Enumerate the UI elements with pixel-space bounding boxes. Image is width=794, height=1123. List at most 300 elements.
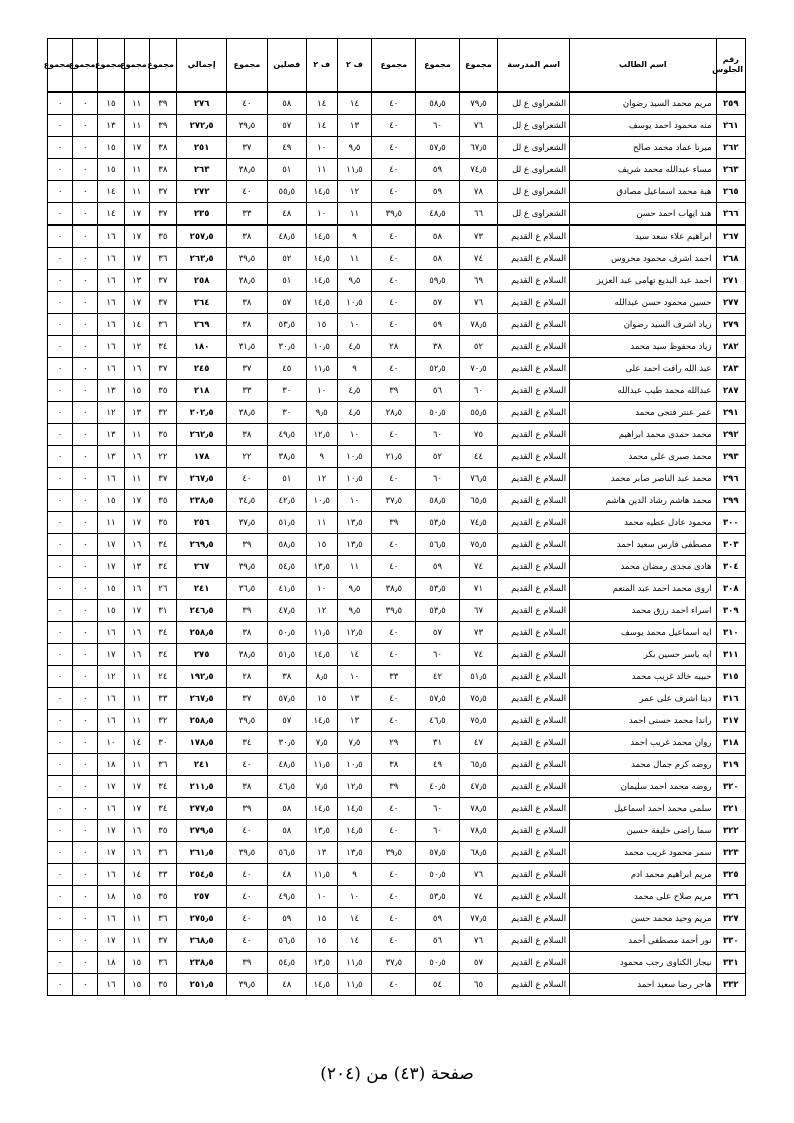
table-cell: ٥٣٫٥ [416,886,460,908]
table-cell: ٠ [48,270,73,292]
table-cell: ٣٨٫٥ [372,578,416,600]
table-cell: ١٤٫٥ [306,710,337,732]
table-cell: ٧٨٫٥ [459,798,497,820]
table-cell: السلام ع القديم [498,468,570,490]
table-cell: ٠ [48,534,73,556]
table-cell: ٢٢ [149,446,176,468]
table-cell: ١٤ [337,930,372,952]
table-cell: ٢٦١ [716,115,745,137]
table-cell: سما راضى خليفة حسين [570,820,716,842]
table-row [48,181,746,203]
table-cell: ١٣ [124,402,149,424]
table-cell: ٠ [48,446,73,468]
table-cell: ١٩٢٫٥ [176,666,226,688]
table-cell: ٤٫٥ [337,402,372,424]
table-cell: ١٠ [306,203,337,226]
table-cell: ١٤ [124,314,149,336]
table-cell: ٤٢٫٥ [267,490,306,512]
table-cell: ١٤٫٥ [306,181,337,203]
table-cell: ٦٠ [416,115,460,137]
table-cell: ٣٨ [267,666,306,688]
table-cell: ٥٦٫٥ [416,534,460,556]
table-cell: ١٠ [337,490,372,512]
table-cell: ٤٢ [416,666,460,688]
table-cell: ٤٠ [372,468,416,490]
table-cell: ٣٤ [227,732,267,754]
table-cell: ٢٤٦٫٥ [176,600,226,622]
table-cell: ٥٨ [267,92,306,115]
table-cell: ٠ [48,688,73,710]
table-cell: ٥٨ [416,248,460,270]
table-cell: السلام ع القديم [498,952,570,974]
table-cell: ٧٨ [459,181,497,203]
table-row [48,930,746,952]
table-cell: ٤٠ [372,820,416,842]
table-cell: ٣٩ [372,512,416,534]
table-cell: ١٥ [124,380,149,402]
table-cell: ٠ [48,225,73,248]
table-cell: ٣٦٫٥ [227,578,267,600]
table-cell: ٣١٩ [716,754,745,776]
table-cell: ٠ [73,380,98,402]
table-cell: ٥٨ [267,820,306,842]
table-cell: ٥١٫٥ [459,666,497,688]
table-cell: ١٠ [306,137,337,159]
column-header: فصلين [267,39,306,93]
table-cell: هند ايهاب احمد حسن [570,203,716,226]
table-cell: ٤٨ [267,974,306,996]
table-cell: ٣٢ [149,402,176,424]
table-cell: ٠ [48,336,73,358]
table-cell: ١٠٫٥ [306,490,337,512]
table-cell: ٠ [73,710,98,732]
table-cell: زياد محفوظ سيد محمد [570,336,716,358]
table-cell: ٢٦٥ [716,181,745,203]
table-cell: ١٢ [306,468,337,490]
table-cell: ٤٠ [372,248,416,270]
table-row [48,446,746,468]
table-cell: ١٤ [337,92,372,115]
table-cell: السلام ع القديم [498,776,570,798]
table-cell: ٥١ [267,468,306,490]
table-cell: ٣٠ [267,402,306,424]
table-cell: ٤٩٫٥ [267,424,306,446]
table-cell: ٣١٠ [716,622,745,644]
table-cell: ١٧ [124,203,149,226]
table-cell: السلام ع القديم [498,314,570,336]
table-cell: ٤٠ [372,974,416,996]
table-cell: ٤٠ [227,864,267,886]
table-cell: ٢٦٧٫٥ [176,688,226,710]
table-cell: ٥٧ [459,952,497,974]
table-cell: ٢٨ [372,336,416,358]
table-cell: ٥٩ [416,314,460,336]
table-cell: ٠ [73,358,98,380]
table-cell: ٣٥ [149,512,176,534]
table-cell: ٢٧٩ [716,314,745,336]
table-cell: ١١ [306,512,337,534]
table-cell: ٠ [73,974,98,996]
table-cell: ٤٥ [267,358,306,380]
table-cell: ١٥ [306,930,337,952]
table-cell: ٣٤ [149,534,176,556]
table-cell: ٤٠ [372,688,416,710]
table-cell: ٤٠ [372,622,416,644]
table-cell: ٢٧٩٫٥ [176,820,226,842]
table-cell: ١١ [98,512,124,534]
table-cell: ٠ [73,952,98,974]
table-cell: ١١ [124,930,149,952]
table-cell: ٣٢٥ [716,864,745,886]
table-cell: ٣٢٦ [716,886,745,908]
table-cell: السلام ع القديم [498,512,570,534]
table-cell: ٥٦ [416,930,460,952]
table-cell: ١٣٫٥ [306,952,337,974]
table-cell: ٤٠ [372,424,416,446]
table-cell: ١٧ [124,512,149,534]
table-cell: ٥١ [267,270,306,292]
table-cell: ٧٫٥ [306,732,337,754]
table-cell: ٣٠ [149,732,176,754]
table-cell: ٥٦ [416,380,460,402]
table-cell: ٥٧ [267,115,306,137]
table-cell: هاجر رضا سعيد احمد [570,974,716,996]
table-cell: ٣٣١ [716,952,745,974]
table-cell: ٣١ [416,732,460,754]
table-cell: ٣٦ [149,842,176,864]
table-cell: ٣٧ [149,292,176,314]
table-cell: ٥٧ [416,622,460,644]
table-row [48,754,746,776]
table-cell: ٤٠ [372,534,416,556]
table-cell: ٩٫٥ [337,578,372,600]
column-header: مجموع [149,39,176,93]
table-cell: ٢٦٨٫٥ [176,930,226,952]
table-cell: ٢٦٧٫٥ [176,468,226,490]
table-cell: ٢٩١ [716,402,745,424]
table-cell: ١٧ [124,776,149,798]
table-cell: ٣٨ [227,622,267,644]
table-cell: ٤١٫٥ [267,578,306,600]
table-cell: السلام ع القديم [498,644,570,666]
table-cell: ١٨ [98,754,124,776]
table-cell: الشعراوى ع لل [498,115,570,137]
table-cell: ٧٥ [459,424,497,446]
table-cell: السلام ع القديم [498,446,570,468]
table-cell: ٠ [73,402,98,424]
table-cell: ٥٧٫٥ [416,688,460,710]
table-cell: ١٧٨ [176,446,226,468]
table-cell: ١٦ [124,644,149,666]
grades-table [43,38,746,996]
table-row [48,688,746,710]
table-cell: ٠ [73,314,98,336]
table-row [48,864,746,886]
table-cell: ٧٣ [459,622,497,644]
table-cell: ١٥ [98,490,124,512]
table-cell: ٥٣٫٥ [416,578,460,600]
table-cell: ٤٠ [227,930,267,952]
table-cell: ٤٦٫٥ [416,710,460,732]
table-cell: السلام ع القديم [498,534,570,556]
table-cell: ٠ [48,798,73,820]
table-row [48,974,746,996]
table-row [48,666,746,688]
table-cell: ٦٠ [416,644,460,666]
table-cell: ١٣ [124,556,149,578]
table-cell: روضه كرم جمال محمد [570,754,716,776]
table-cell: ٤٠ [227,886,267,908]
table-cell: ٠ [48,512,73,534]
table-cell: ٠ [48,292,73,314]
table-cell: ١٦ [98,908,124,930]
table-cell: ١١٫٥ [306,754,337,776]
table-cell: ٢٨ [227,666,267,688]
table-row [48,248,746,270]
table-cell: ٤٠ [372,358,416,380]
table-cell: ١٢ [98,402,124,424]
table-cell: ٣٧ [227,688,267,710]
table-cell: ١٦ [98,314,124,336]
table-cell: ٤٠ [372,92,416,115]
table-cell: ٢٦٨ [716,248,745,270]
table-cell: ٢٦٤ [176,292,226,314]
table-cell: السلام ع القديم [498,424,570,446]
table-cell: السلام ع القديم [498,556,570,578]
table-cell: ٢٦١٫٥ [176,842,226,864]
table-cell: ٧٦ [459,864,497,886]
table-cell: ٢٣٨٫٥ [176,952,226,974]
table-cell: ٢٧٧٫٥ [176,798,226,820]
table-cell: ١٠ [337,314,372,336]
column-header: رقم الجلوس [716,39,745,93]
table-cell: ٢٥٩ [716,92,745,115]
table-cell: ٣٩ [227,952,267,974]
table-cell: ١٧ [124,225,149,248]
table-cell: ٤٩ [416,754,460,776]
table-cell: ٦٦ [459,203,497,226]
table-cell: ٣٢ [149,710,176,732]
table-cell: عبد الله رافت احمد على [570,358,716,380]
table-row [48,402,746,424]
table-cell: ٤٠ [372,292,416,314]
table-cell: ٤٫٥ [337,336,372,358]
table-cell: ٢٧٥ [176,644,226,666]
table-cell: ٠ [73,225,98,248]
header-row [48,39,746,93]
table-cell: ٥٨٫٥ [267,534,306,556]
table-cell: ١٤٫٥ [337,820,372,842]
table-cell: ٠ [48,159,73,181]
table-cell: ٩ [337,358,372,380]
table-cell: ١٢ [98,666,124,688]
table-cell: ٠ [73,688,98,710]
table-cell: ٠ [73,556,98,578]
table-cell: ٠ [73,270,98,292]
table-cell: ١٧ [98,776,124,798]
table-cell: ٢٥٨٫٥ [176,710,226,732]
table-cell: ٤٩٫٥ [267,886,306,908]
table-cell: ٢٧٥٫٥ [176,908,226,930]
table-cell: ١٠٫٥ [337,754,372,776]
table-row [48,468,746,490]
table-cell: ٥٤٫٥ [267,952,306,974]
table-cell: ١٦ [98,974,124,996]
table-cell: ١٣٫٥ [306,556,337,578]
table-cell: ٤٠ [372,930,416,952]
table-cell: ١٦ [98,710,124,732]
table-cell: الشعراوى ع لل [498,137,570,159]
table-cell: ٥٩ [416,908,460,930]
table-cell: ٠ [73,930,98,952]
table-cell: ٧٤ [459,556,497,578]
table-cell: ١٠ [306,578,337,600]
table-cell: ٠ [73,137,98,159]
table-cell: ٠ [73,248,98,270]
table-cell: السلام ع القديم [498,380,570,402]
table-cell: ١٦ [98,688,124,710]
table-cell: ٢٤٥ [176,358,226,380]
table-cell: ٣٩٫٥ [372,600,416,622]
table-cell: ٥٨ [267,798,306,820]
table-cell: محمد عبد الناصر صابر محمد [570,468,716,490]
column-header: ف ٢ [337,39,372,93]
table-cell: ١٦ [124,534,149,556]
table-cell: ٠ [48,203,73,226]
table-cell: ١١٫٥ [337,974,372,996]
table-cell: ٧٥٫٥ [459,688,497,710]
table-cell: ١٨٠ [176,336,226,358]
table-cell: ٣٣ [372,666,416,688]
table-cell: ٣٩٫٥ [372,203,416,226]
table-cell: ٦٥٫٥ [459,490,497,512]
table-cell: ٦٧٫٥ [459,137,497,159]
table-cell: ٢٩٩ [716,490,745,512]
table-cell: ٣٥ [149,380,176,402]
table-cell: ٠ [73,424,98,446]
column-header: اسم الطالب [570,39,716,93]
table-cell: ٤٨ [267,203,306,226]
table-cell: ٥٢ [267,248,306,270]
table-cell: ٢٦٩٫٥ [176,534,226,556]
table-cell: ٥٣٫٥ [416,600,460,622]
table-cell: ايه ياسر حسين بكر [570,644,716,666]
table-row [48,776,746,798]
table-cell: ١٧ [98,556,124,578]
table-cell: ٢٥٨٫٥ [176,622,226,644]
table-cell: ١٣ [337,688,372,710]
table-cell: ١٦ [124,358,149,380]
table-cell: ١٤٫٥ [306,270,337,292]
table-cell: ٥٧ [267,292,306,314]
table-cell: ٦٠ [459,380,497,402]
table-cell: ١٥ [98,578,124,600]
table-cell: ٥٧ [267,710,306,732]
table-cell: ٠ [48,666,73,688]
table-cell: ٣٨ [149,159,176,181]
table-cell: ٠ [73,798,98,820]
table-cell: ٣٤ [149,622,176,644]
table-cell: ١٦ [98,225,124,248]
table-cell: ايه اسماعيل محمد يوسف [570,622,716,644]
table-cell: ٠ [48,556,73,578]
table-cell: ٩٫٥ [337,600,372,622]
column-header: مجموع [98,39,124,93]
table-cell: ٥٠٫٥ [416,402,460,424]
table-cell: ٠ [48,952,73,974]
table-cell: السلام ع القديم [498,336,570,358]
table-cell: ٢٦ [149,578,176,600]
table-cell: ٠ [48,248,73,270]
table-cell: السلام ع القديم [498,820,570,842]
table-cell: ١٧ [124,798,149,820]
table-cell: ٣٦ [149,908,176,930]
table-cell: ٠ [48,776,73,798]
table-cell: السلام ع القديم [498,248,570,270]
table-cell: ٣٣٢ [716,974,745,996]
table-cell: ٧٫٥ [306,776,337,798]
table-cell: ٣١٥ [716,666,745,688]
table-cell: ١٣ [306,842,337,864]
table-cell: احمد عبد البديع تهامى عبد العزيز [570,270,716,292]
table-cell: ١٦ [124,578,149,600]
table-cell: ١٤٫٥ [306,292,337,314]
table-cell: ٣٧ [227,358,267,380]
table-cell: ٩٫٥ [306,402,337,424]
table-cell: ٣٩ [149,92,176,115]
table-cell: الشعراوى ع لل [498,181,570,203]
table-cell: ٢٨٢ [716,336,745,358]
table-cell: ٧٨٫٥ [459,314,497,336]
table-cell: ١٣٫٥ [306,820,337,842]
table-cell: ٠ [73,886,98,908]
table-cell: ١١ [124,92,149,115]
table-cell: ٣٧ [149,468,176,490]
table-cell: ١١ [124,688,149,710]
table-cell: ١٦ [98,270,124,292]
table-cell: ١٤ [98,203,124,226]
table-cell: ٠ [48,930,73,952]
table-cell: ٢٩٢ [716,424,745,446]
table-cell: ٤٠ [227,820,267,842]
table-cell: ٠ [73,842,98,864]
table-cell: ٤٠ [227,181,267,203]
table-cell: ٣٥ [149,424,176,446]
table-cell: ٢١١٫٥ [176,776,226,798]
table-cell: عبدالله محمد طيب عبدالله [570,380,716,402]
table-row [48,820,746,842]
table-cell: ١٦ [98,358,124,380]
table-cell: ٦٧ [459,600,497,622]
table-cell: ٠ [48,842,73,864]
table-cell: ٠ [48,732,73,754]
table-cell: ١٤ [306,115,337,137]
table-row [48,380,746,402]
table-cell: ٣٨٫٥ [227,159,267,181]
table-cell: ٠ [73,512,98,534]
table-cell: ٣٩ [227,798,267,820]
table-cell: ١٣ [98,115,124,137]
table-cell: ٧٫٥ [337,732,372,754]
table-cell: ٢٧٧ [716,292,745,314]
table-cell: ١٤٫٥ [306,644,337,666]
table-cell: ٥٢ [459,336,497,358]
table-cell: ١٧ [98,820,124,842]
table-row [48,512,746,534]
table-cell: ٥٢٫٥ [416,358,460,380]
table-cell: ٥٨ [416,225,460,248]
table-cell: ٢٦٩ [176,314,226,336]
